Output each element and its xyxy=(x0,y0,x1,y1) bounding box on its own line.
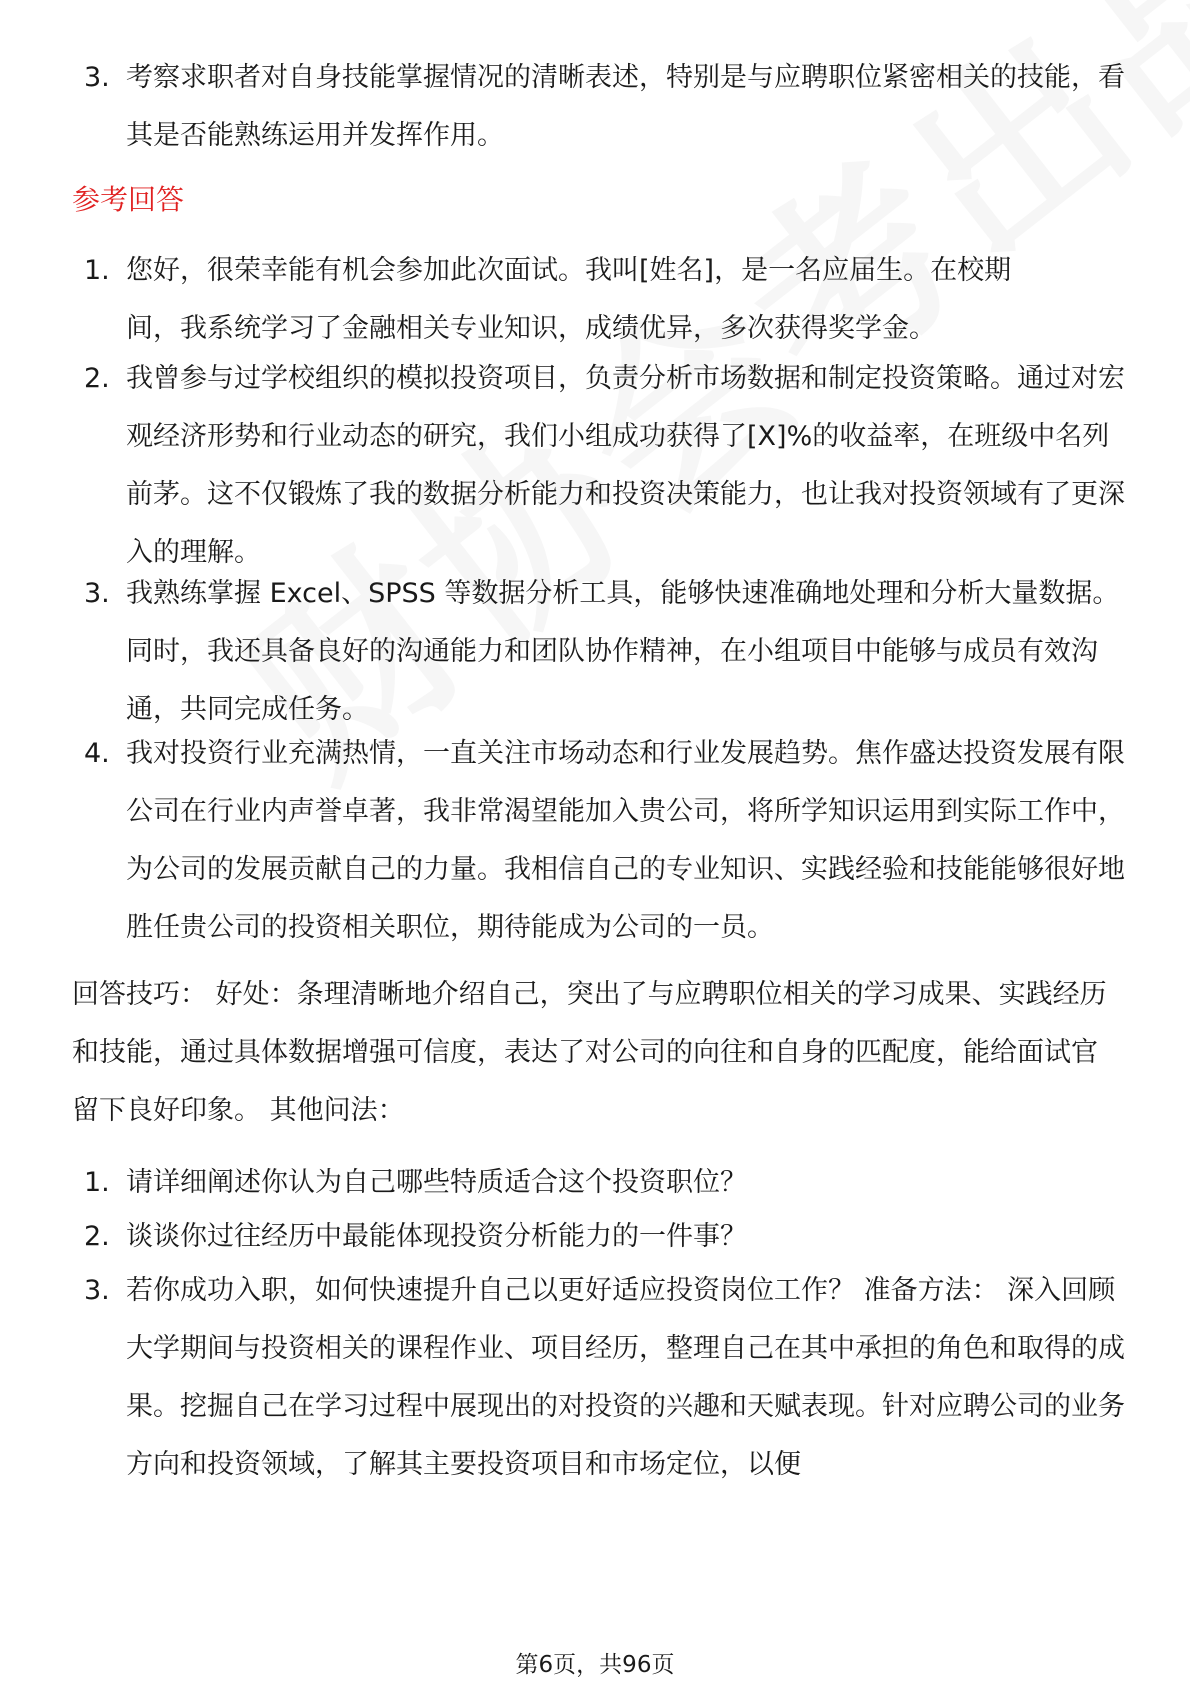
list-text: 我熟练掌握 Excel、SPSS 等数据分析工具，能够快速准确地处理和分析大量数据。同时，我还具备良好的沟通能力和团队协作精神，在小组项目中能够与成员有效沟通，共同完成任务。 xyxy=(126,578,1120,725)
list-number: 4. xyxy=(84,738,110,769)
list-text: 我对投资行业充满热情，一直关注市场动态和行业发展趋势。焦作盛达投资发展有限公司在行业内声誉卓著，我非常渴望能加入贵公司，将所学知识运用到实际工作中，为公司的发展贡献自己的力量。我相信自己的专业知识、实践经验和技能能够很好地胜任贵公司的投资相关职位，期待能成为公司的一员。 xyxy=(126,738,1125,943)
section-heading-reference-answer: 参考回答 xyxy=(72,183,185,216)
reference-item-2 xyxy=(84,350,1124,582)
list-number: 2. xyxy=(84,1221,110,1252)
reference-item-3 xyxy=(84,565,1124,739)
list-number: 1. xyxy=(84,1167,110,1198)
list-text: 我曾参与过学校组织的模拟投资项目，负责分析市场数据和制定投资策略。通过对宏观经济形势和行业动态的研究，我们小组成功获得了[X]%的收益率，在班级中名列前茅。这不仅锻炼了我的数据分析能力和投资决策能力，也让我对投资领域有了更深入的理解。 xyxy=(126,363,1125,568)
list-text: 若你成功入职，如何快速提升自己以更好适应投资岗位工作？ 准备方法： 深入回顾大学期间与投资相关的课程作业、项目经历，整理自己在其中承担的角色和取得的成果。挖掘自己在学习过程中展现出的对投资的兴趣和天赋表现。针对应聘公司的业务方向和投资领域，了解其主要投资项目和市场定位，以便 xyxy=(126,1275,1125,1480)
list-text: 请详细阐述你认为自己哪些特质适合这个投资职位？ xyxy=(126,1167,747,1198)
list-number: 1. xyxy=(84,255,110,286)
list-number: 3. xyxy=(84,578,110,609)
other-question-item-1 xyxy=(84,1154,1124,1212)
other-question-item-3 xyxy=(84,1262,1124,1494)
page-number-footer: 第6页，共96页 xyxy=(515,1652,675,1678)
list-number: 3. xyxy=(84,62,110,93)
criteria-item-3 xyxy=(84,49,1124,165)
list-text: 您好，很荣幸能有机会参加此次面试。我叫[姓名]，是一名应届生。在校期间，我系统学习了金融相关专业知识，成绩优异，多次获得奖学金。 xyxy=(126,255,1012,344)
other-question-item-2 xyxy=(84,1208,1124,1266)
reference-item-1 xyxy=(84,242,1124,358)
list-number: 2. xyxy=(84,363,110,394)
list-number: 3. xyxy=(84,1275,110,1306)
list-text: 考察求职者对自身技能掌握情况的清晰表述，特别是与应聘职位紧密相关的技能，看其是否能熟练运用并发挥作用。 xyxy=(126,62,1125,151)
list-text: 谈谈你过往经历中最能体现投资分析能力的一件事？ xyxy=(126,1221,747,1252)
tips-paragraph: 回答技巧： 好处：条理清晰地介绍自己，突出了与应聘职位相关的学习成果、实践经历和技能，通过具体数据增强可信度，表达了对公司的向往和自身的匹配度，能给面试官留下良好印象。 其他问法： xyxy=(72,979,1107,1126)
reference-item-4 xyxy=(84,725,1124,957)
